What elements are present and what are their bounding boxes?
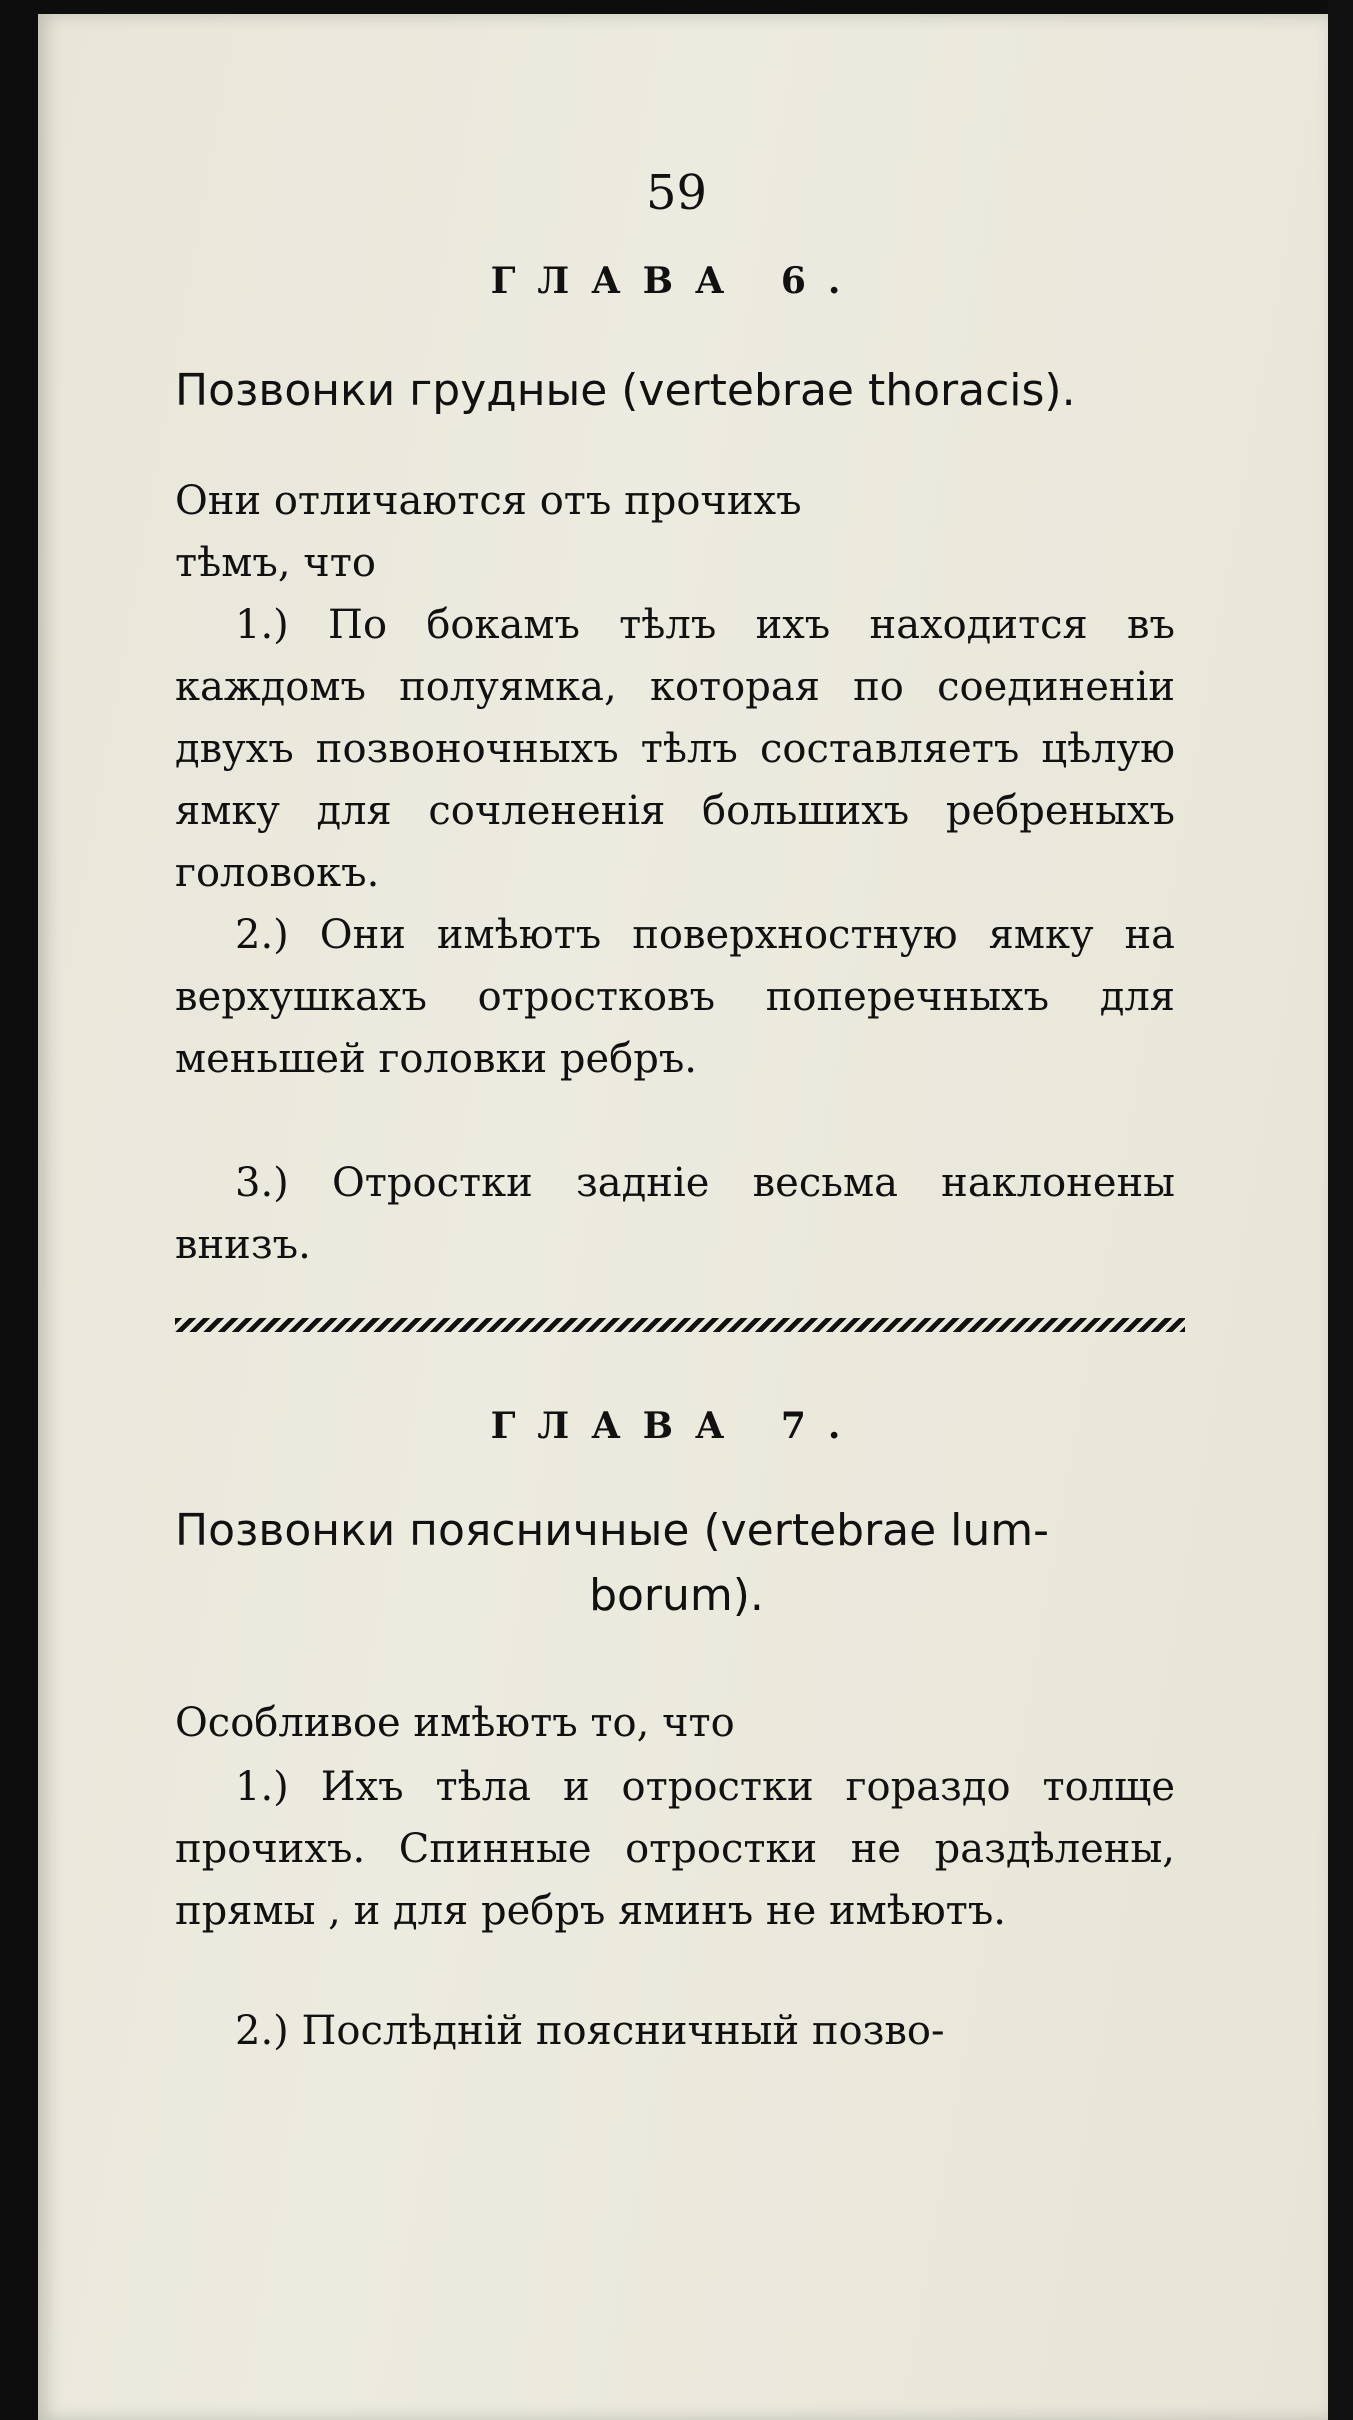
chapter-6-item-3: 3.) Отростки задніе весьма наклонены внизъ. [175, 1160, 1175, 1268]
chapter-7-item-1: 1.) Ихъ тѣла и отростки гораздо толще прочихъ. Спинные отростки не раздѣлены, прямы , и для ребръ яминъ не имѣютъ. [175, 1764, 1175, 1934]
page-edge [1328, 0, 1353, 2420]
chapter-7-title-line2: borum). [589, 1570, 764, 1621]
chapter-6-item-1: 1.) По бокамъ тѣлъ ихъ находится въ каждомъ полуямка, которая по соединеніи двухъ позвоночныхъ тѣлъ составляетъ цѣлую ямку для сочлененія большихъ ребреныхъ головокъ. [175, 602, 1175, 896]
chapter-7-item-2: 2.) Послѣдній поясничный позво- [235, 2008, 945, 2054]
chapter-7-title-line1: Позвонки поясничные (vertebrae lum- [175, 1505, 1050, 1556]
chapter-6-title: Позвонки грудные (vertebrae thoracis). [175, 365, 1076, 416]
ornamental-divider [175, 1318, 1185, 1332]
chapter-6-item-2: 2.) Они имѣютъ поверхностную ямку на верхушкахъ отростковъ поперечныхъ для меньшей головки ребръ. [175, 912, 1175, 1082]
chapter-6-heading: ГЛАВА 6. [490, 260, 863, 302]
chapter-7-intro: Особливое имѣютъ то, что [175, 1700, 735, 1746]
page-number: 59 [645, 165, 708, 221]
chapter-6-intro-line2: тѣмъ, что [175, 540, 376, 586]
chapter-6-intro-line1: Они отличаются отъ прочихъ [175, 478, 802, 524]
chapter-7-heading: ГЛАВА 7. [490, 1405, 863, 1447]
